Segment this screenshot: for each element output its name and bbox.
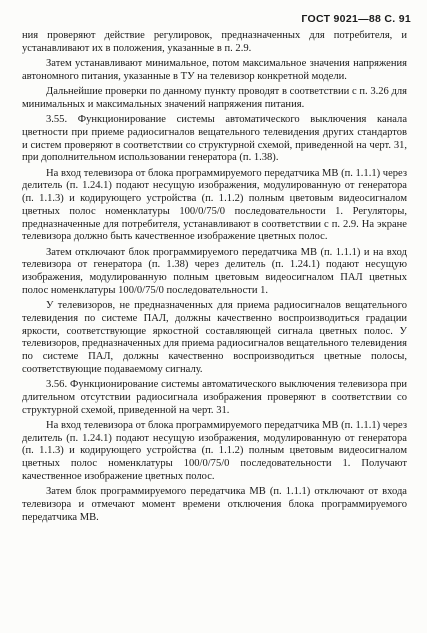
- running-header: ГОСТ 9021—88 С. 91: [301, 13, 411, 25]
- paragraph: Затем блок программируемого передатчика МВ (п. 1.1.1) отключают от входа телевизора и отмечают момент времени отключения блока программируемого передатчика МВ.: [22, 486, 407, 523]
- paragraph: На вход телевизора от блока программируемого передатчика МВ (п. 1.1.1) через делитель (п. 1.24.1) подают несущую изображения, модулированную от генератора (п. 1.1.3) и кодирующего устройства (п. 1.1.2) полным цветовым видеосигналом цветных полос номенклатуры 100/0/75/0 последовательности 1. Регуляторы, предназначенные для потребителя, устанавливают в соответствии с п. 2.9. На экране телевизора должно быть качественное изображение цветных полос.: [22, 167, 407, 243]
- paragraph-continuation: ния проверяют действие регулировок, предназначенных для потребителя, и устанавливают их в положения, указанные в п. 2.9.: [22, 30, 407, 54]
- paragraph: Затем отключают блок программируемого передатчика МВ (п. 1.1.1) и на вход телевизора от генератора (п. 1.38) через делитель (п. 1.24.1) подают несущую изображения, модулированную полным цветовым видеосигналом ПАЛ цветных полос номенклатуры 100/0/75/0 последовательности 1.: [22, 246, 407, 296]
- paragraph: Дальнейшие проверки по данному пункту проводят в соответствии с п. 3.26 для минимальных и максимальных значений напряжения питания.: [22, 86, 407, 110]
- paragraph: На вход телевизора от блока программируемого передатчика МВ (п. 1.1.1) через делитель (п. 1.24.1) подают несущую изображения, модулированную от генератора (п. 1.1.3) и кодирующего устройства (п. 1.1.2) полным цветовым видеосигналом цветных полос номенклатуры 100/0/75/0 последовательности 1. Получают качественное изображение цветных полос.: [22, 419, 407, 482]
- paragraph: У телевизоров, не предназначенных для приема радиосигналов вещательного телевидения по системе ПАЛ, должны качественно воспроизводиться градации яркости, соответствующие яркостной составляющей сигнала цветных полос. У телевизоров, предназначенных для приема радиосигналов вещательного телевидения по системе ПАЛ, должны качественно воспроизводиться цветные полосы, соответствующие подаваемому сигналу.: [22, 300, 407, 375]
- paragraph: Затем устанавливают минимальное, потом максимальное значения напряжения автономного питания, указанные в ТУ на телевизор конкретной модели.: [22, 58, 407, 82]
- section-3-55: 3.55. Функционирование системы автоматического выключения канала цветности при приеме радиосигналов вещательного телевидения других стандартов и систем проверяют в соответствии со структурной схемой, приведенной на черт. 31, при дополнительном использовании генератора (п. 1.38).: [22, 114, 407, 164]
- body-text: [22, 30, 407, 527]
- section-3-56: 3.56. Функционирование системы автоматического выключения телевизора при длительном отсутствии радиосигнала изображения проверяют в соответствии со структурной схемой, приведенной на черт. 31.: [22, 379, 407, 416]
